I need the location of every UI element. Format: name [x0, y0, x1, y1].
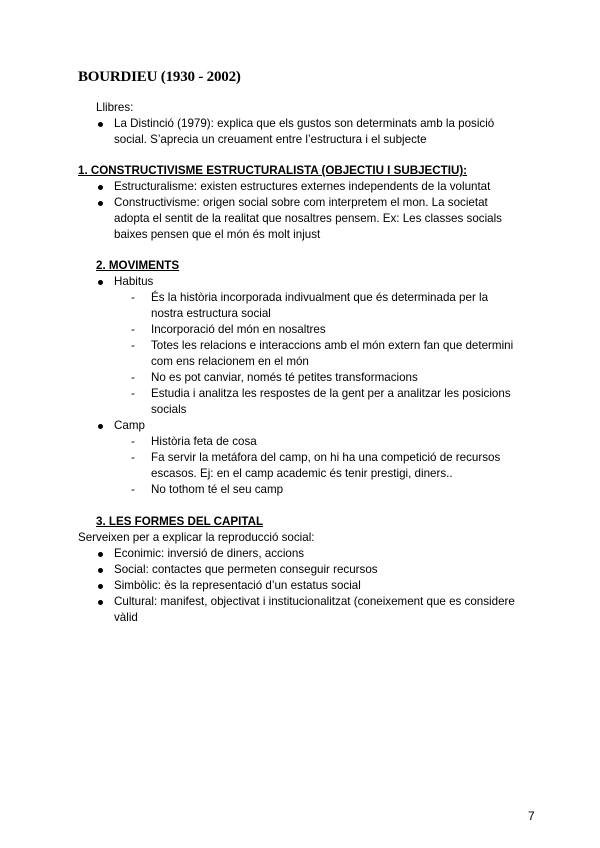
section1-list	[96, 179, 502, 243]
section3-list	[96, 546, 515, 626]
list-item: Econimic: inversió de diners, accions	[96, 546, 515, 562]
section2-list-camp	[96, 418, 145, 434]
books-list	[96, 116, 494, 148]
section2-list	[96, 274, 153, 290]
sublist-item: - Estudia i analitza les respostes de la gent per a analitzar les posicions socials	[131, 386, 513, 418]
list-item: La Distinció (1979): explica que els gustos son determinats amb la posició social. S’aprecia un creuament entre l’estructura i el subjecte	[96, 116, 494, 148]
list-item: Estructuralisme: existen estructures externes independents de la voluntat	[96, 179, 502, 195]
sublist-item: - No tothom té el seu camp	[131, 482, 500, 498]
books-label: Llibres:	[96, 101, 134, 114]
section-heading-formes-capital: 3. LES FORMES DEL CAPITAL	[96, 515, 264, 528]
sublist-item: - Fa servir la metáfora del camp, on hi ha una competició de recursos escasos. Ej: en el camp academic és tenir prestigi, diners..	[131, 450, 500, 482]
section3-intro: Serveixen per a explicar la reproducció social:	[78, 531, 315, 544]
sublist-item: - No es pot canviar, només té petites transformacions	[131, 370, 513, 386]
sublist-item: - Totes les relacions e interaccions amb el món extern fan que determini com ens relacionem en el món	[131, 338, 513, 370]
page-title: BOURDIEU (1930 - 2002)	[78, 69, 241, 85]
sublist-item: - Incorporació del món en nosaltres	[131, 322, 513, 338]
habitus-sublist	[131, 290, 513, 418]
camp-sublist	[131, 434, 500, 498]
list-item: Constructivisme: origen social sobre com interpretem el mon. La societat adopta el sentit de la realitat que nosaltres pensem. Ex: Les classes socials baixes pensen que el món és molt injust	[96, 195, 502, 243]
page-number: 7	[528, 809, 535, 823]
section-heading-moviments: 2. MOVIMENTS	[96, 259, 180, 272]
list-item: Simbòlic: ès la representació d’un estatus social	[96, 578, 515, 594]
list-item-habitus: Habitus	[96, 274, 153, 290]
sublist-item: - Història feta de cosa	[131, 434, 500, 450]
list-item-camp: Camp	[96, 418, 145, 434]
sublist-item: - És la història incorporada indivualment que és determinada per la nostra estructura social	[131, 290, 513, 322]
list-item: Cultural: manifest, objectivat i institucionalitzat (coneixement que es considere vàlid	[96, 594, 515, 626]
list-item: Social: contactes que permeten conseguir recursos	[96, 562, 515, 578]
section-heading-constructivisme: 1. CONSTRUCTIVISME ESTRUCTURALISTA (OBJECTIU I SUBJECTIU):	[78, 164, 468, 177]
